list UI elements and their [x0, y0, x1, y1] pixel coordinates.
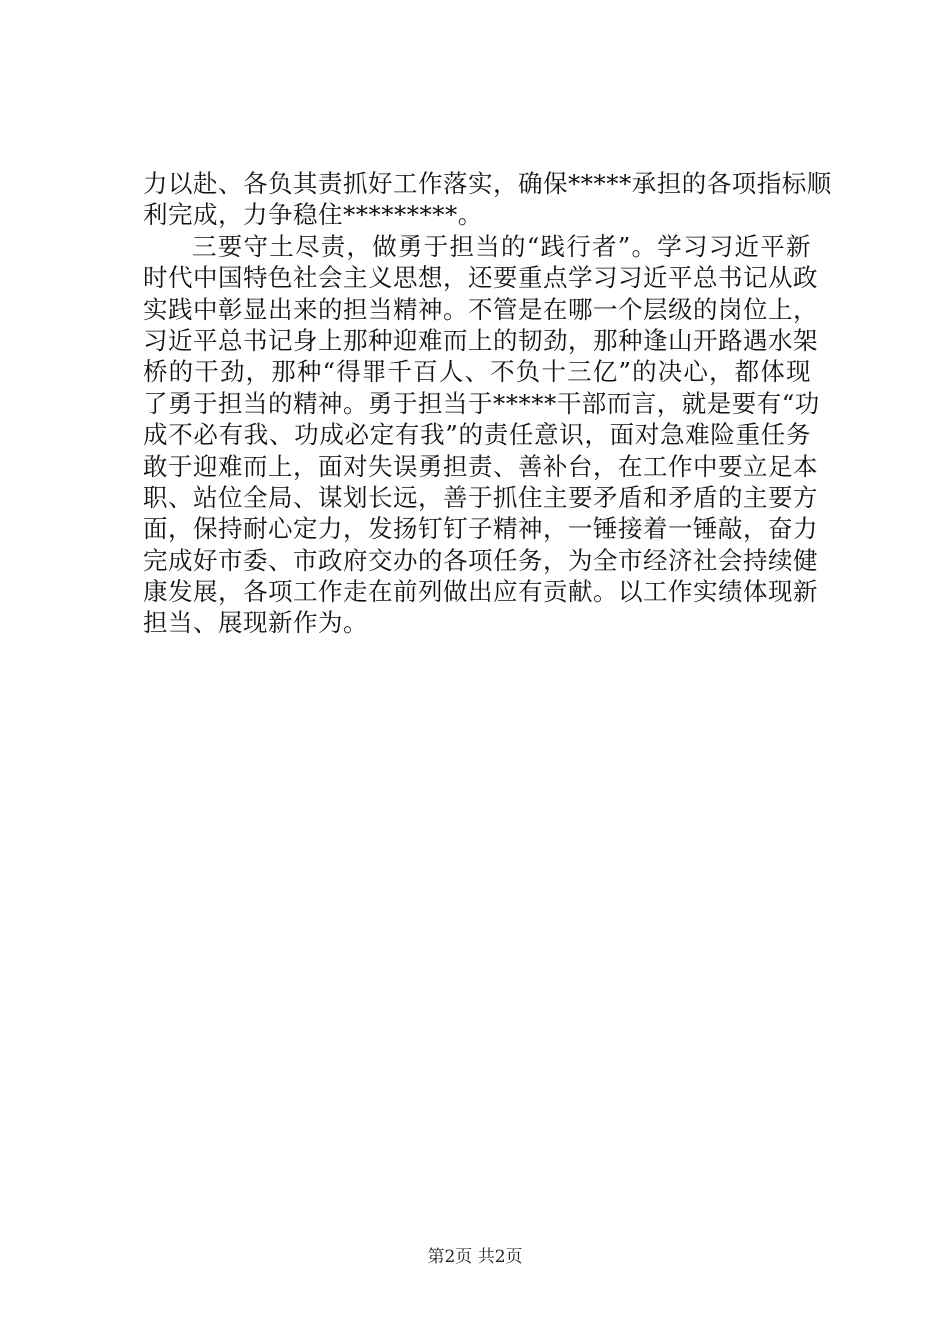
text-line: 面，保持耐心定力，发扬钉钉子精神，一锤接着一锤敲，奋力 [143, 514, 818, 544]
page-footer [0, 1242, 950, 1267]
text-line: 利完成，力争稳住*********。 [143, 200, 483, 230]
text-line: 成不必有我、功成必定有我”的责任意识，面对急难险重任务 [143, 420, 811, 450]
text-line: 了勇于担当的精神。勇于担当于*****干部而言，就是要有“功 [143, 388, 820, 418]
text-line: 担当、展现新作为。 [143, 608, 368, 638]
text-line: 时代中国特色社会主义思想，还要重点学习习近平总书记从政 [143, 263, 818, 293]
text-line: 康发展，各项工作走在前列做出应有贡献。以工作实绩体现新 [143, 577, 818, 607]
text-line: 习近平总书记身上那种迎难而上的韧劲，那种逢山开路遇水架 [143, 325, 818, 355]
page-number: 第2页 共2页 [427, 1247, 523, 1267]
text-line: 桥的干劲，那种“得罪千百人、不负十三亿”的决心，都体现 [143, 357, 811, 387]
text-line: 实践中彰显出来的担当精神。不管是在哪一个层级的岗位上， [143, 294, 818, 324]
text-line: 职、站位全局、谋划长远，善于抓住主要矛盾和矛盾的主要方 [143, 482, 818, 512]
text-line: 敢于迎难而上，面对失误勇担责、善补台，在工作中要立足本 [143, 451, 818, 481]
text-line: 完成好市委、市政府交办的各项任务，为全市经济社会持续健 [143, 545, 818, 575]
document-body [143, 168, 832, 639]
text-line: 力以赴、各负其责抓好工作落实，确保*****承担的各项指标顺 [143, 169, 832, 198]
text-line: 三要守土尽责，做勇于担当的“践行者”。学习习近平新 [192, 231, 811, 261]
